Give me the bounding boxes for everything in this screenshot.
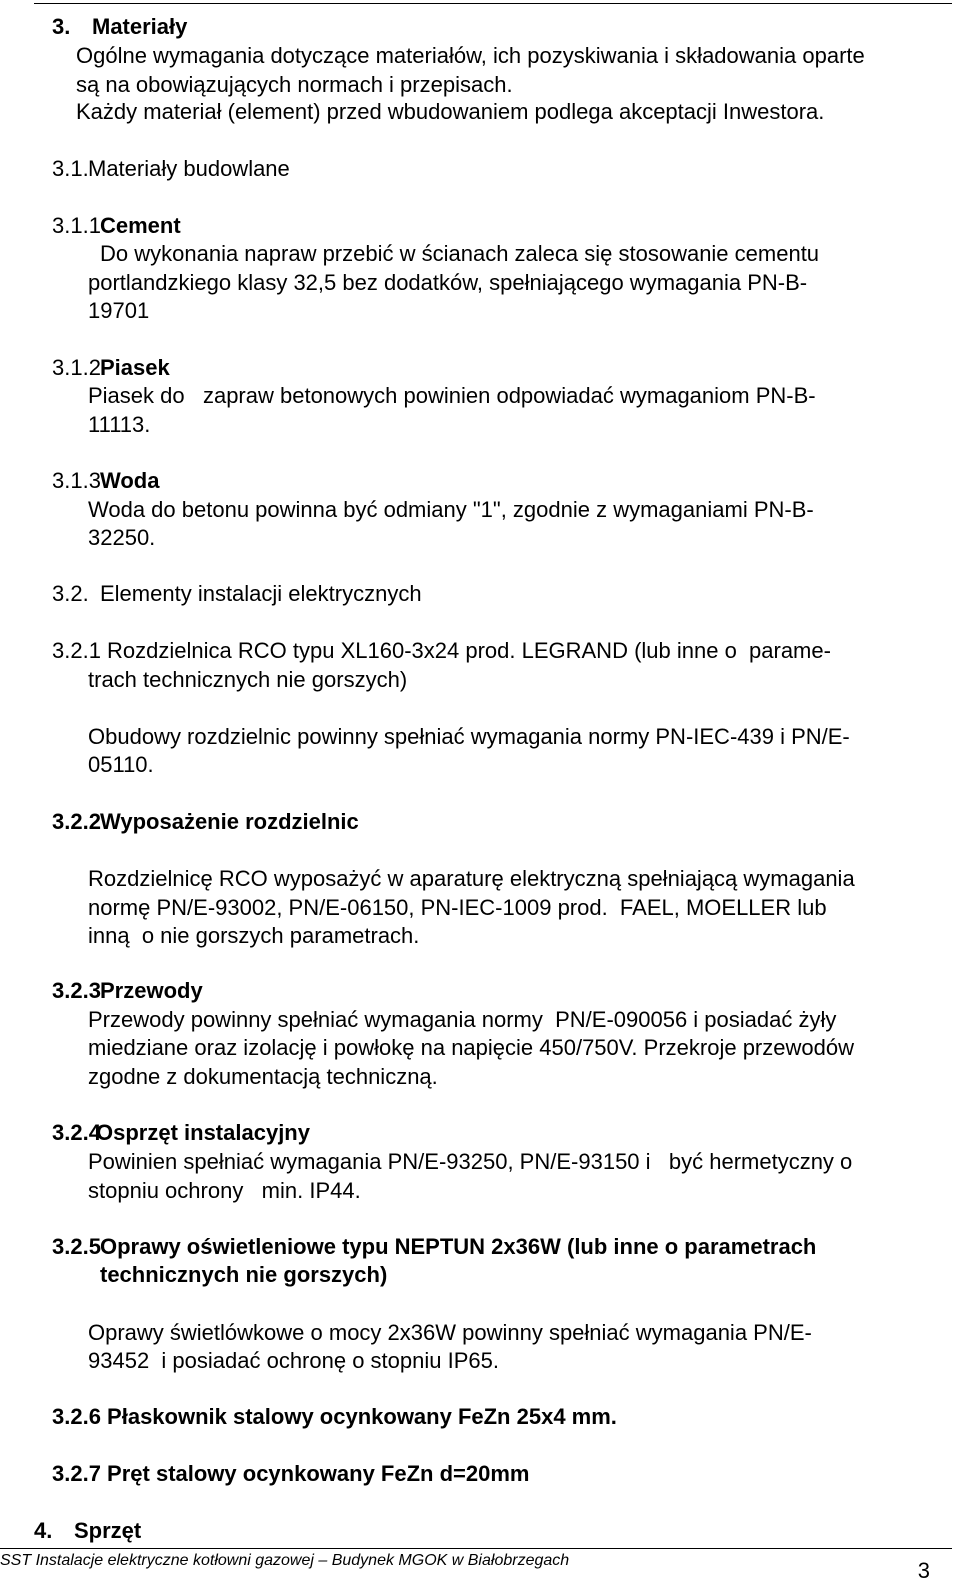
section-3-2-3-line: miedziane oraz izolację i powłokę na napięcie 450/750V. Przekroje przewodów [88,1035,854,1060]
section-3-1-2-number: 3.1.2 [52,355,101,380]
section-3-2-number: 3.2. [52,581,89,606]
section-3-2-2-line: Rozdzielnicę RCO wyposażyć w aparaturę elektryczną spełniającą wymagania [88,866,855,891]
section-3-2-2-line: inną o nie gorszych parametrach. [88,923,420,948]
section-3-2-5-title: technicznych nie gorszych) [100,1262,388,1287]
section-3-2-2-title: Wyposażenie rozdzielnic [100,809,359,834]
section-4-title: Sprzęt [74,1518,142,1543]
section-3-1-number: 3.1. [52,156,89,181]
top-rule [34,3,952,4]
section-3-2-title: Elementy instalacji elektrycznych [100,581,422,606]
page-number: 3 [917,1558,930,1583]
section-3-1-1-line: 19701 [88,298,150,323]
section-3-title: Materiały [92,14,188,39]
section-3-1-title: Materiały budowlane [88,156,290,181]
section-3-2-6-heading: 3.2.6 Płaskownik stalowy ocynkowany FeZn 25x4 mm. [52,1404,617,1429]
section-3-1-3-line: Woda do betonu powinna być odmiany "1", zgodnie z wymaganiami PN-B- [88,497,814,522]
section-3-1-1-title: Cement [100,213,181,238]
section-3-2-7-heading: 3.2.7 Pręt stalowy ocynkowany FeZn d=20mm [52,1461,530,1486]
section-3-2-5-title: Oprawy oświetleniowe typu NEPTUN 2x36W (lub inne o parametrach [100,1234,817,1259]
section-3-1-3-title: Woda [100,468,160,493]
section-3-paragraph-line: Ogólne wymagania dotyczące materiałów, ich pozyskiwania i składowania oparte [76,43,865,68]
section-3-1-3-line: 32250. [88,525,156,550]
section-3-paragraph-line: są na obowiązujących normach i przepisach. [76,72,513,97]
section-3-2-1-heading: trach technicznych nie gorszych) [88,667,408,692]
section-3-2-1-heading: 3.2.1 Rozdzielnica RCO typu XL160-3x24 prod. LEGRAND (lub inne o parame- [52,638,831,663]
section-3-2-4-number: 3.2.4 [52,1120,101,1145]
footer-text: SST Instalacje elektryczne kotłowni gazowej – Budynek MGOK w Białobrzegach [0,1552,570,1569]
section-3-number: 3. [52,14,71,39]
section-3-paragraph-line: Każdy materiał (element) przed wbudowaniem podlega akceptacji Inwestora. [76,99,825,124]
section-3-2-4-line: Powinien spełniać wymagania PN/E-93250, PN/E-93150 i być hermetyczny o [88,1149,853,1174]
section-3-2-5-line: Oprawy świetlówkowe o mocy 2x36W powinny spełniać wymagania PN/E- [88,1320,812,1345]
section-3-2-4-line: stopniu ochrony min. IP44. [88,1178,361,1203]
section-3-2-2-line: normę PN/E-93002, PN/E-06150, PN-IEC-1009 prod. FAEL, MOELLER lub [88,895,827,920]
footer-rule [0,1548,952,1549]
section-3-1-1-line: Do wykonania napraw przebić w ścianach zaleca się stosowanie cementu [100,241,820,266]
section-3-2-3-number: 3.2.3 [52,978,101,1003]
section-3-2-3-line: zgodne z dokumentacją techniczną. [88,1064,438,1089]
section-3-2-2-number: 3.2.2 [52,809,101,834]
section-3-2-1-line: 05110. [88,752,154,777]
section-3-1-1-number: 3.1.1 [52,213,101,238]
section-3-1-2-line: Piasek do zapraw betonowych powinien odpowiadać wymaganiom PN-B- [88,383,816,408]
section-4-number: 4. [34,1518,53,1543]
section-3-2-3-title: Przewody [100,978,203,1003]
section-3-2-3-line: Przewody powinny spełniać wymagania normy PN/E-090056 i posiadać żyły [88,1007,837,1032]
section-3-2-5-line: 93452 i posiadać ochronę o stopniu IP65. [88,1348,499,1373]
section-3-2-1-line: Obudowy rozdzielnic powinny spełniać wymagania normy PN-IEC-439 i PN/E- [88,724,850,749]
section-3-2-4-title: Osprzęt instalacyjny [96,1120,310,1145]
section-3-2-5-number: 3.2.5 [52,1234,101,1259]
section-3-1-2-line: 11113. [88,412,151,437]
section-3-1-3-number: 3.1.3 [52,468,101,493]
section-3-1-2-title: Piasek [100,355,170,380]
section-3-1-1-line: portlandzkiego klasy 32,5 bez dodatków, spełniającego wymagania PN-B- [88,270,808,295]
